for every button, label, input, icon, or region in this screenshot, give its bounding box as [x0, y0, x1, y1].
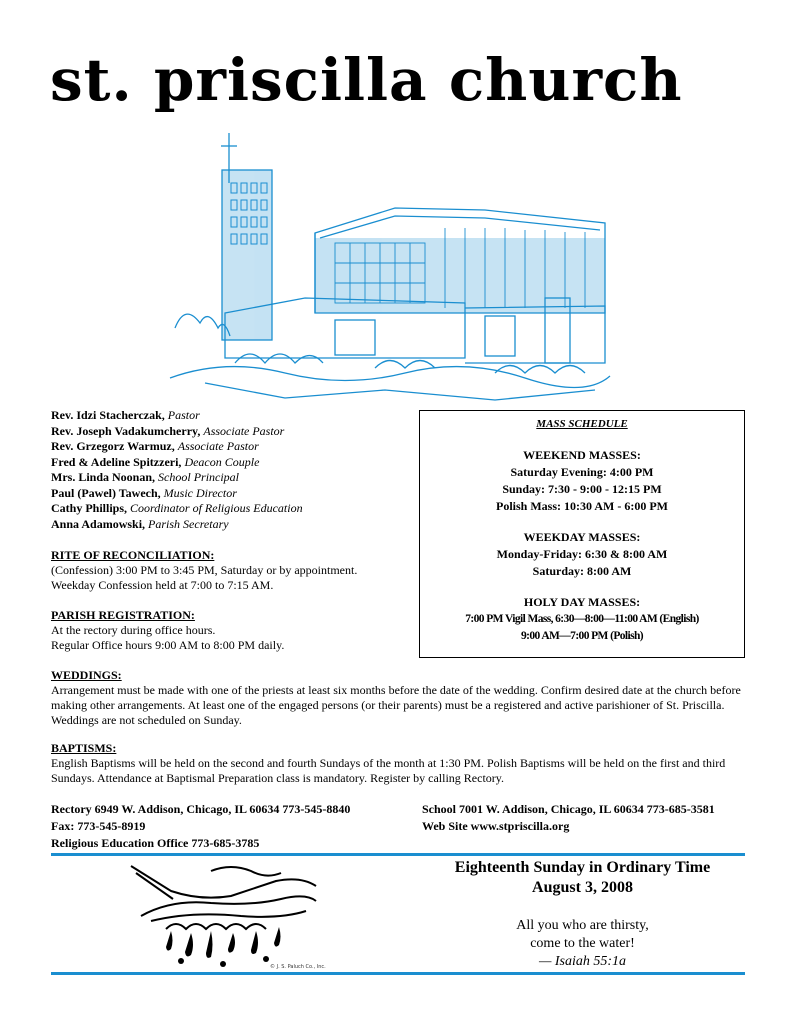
staff-name: Rev. Idzi Stacherczak, [51, 408, 165, 422]
staff-name: Mrs. Linda Noonan, [51, 470, 156, 484]
reconciliation-line: (Confession) 3:00 PM to 3:45 PM, Saturday or by appointment. [51, 563, 358, 577]
church-illustration [165, 128, 615, 408]
registration-section [51, 608, 411, 653]
sunday-block [420, 858, 745, 971]
mass-time: 7:00 PM Vigil Mass, 6:30—8:00—11:00 AM (English) [465, 613, 699, 625]
contact-right [422, 801, 752, 835]
baptisms-heading: BAPTISMS: [51, 741, 117, 755]
staff-name: Cathy Phillips, [51, 501, 128, 515]
staff-name: Rev. Grzegorz Warmuz, [51, 439, 175, 453]
liturgical-title: Eighteenth Sunday in Ordinary Time [454, 859, 711, 876]
staff-row [51, 470, 411, 486]
reconciliation-section [51, 548, 411, 593]
hands-water-illustration [111, 861, 329, 971]
staff-list [51, 408, 411, 532]
fax-contact: Fax: 773-545-8919 [51, 819, 146, 833]
staff-name: Anna Adamowski, [51, 516, 146, 531]
reconciliation-line: Weekday Confession held at 7:00 to 7:15 AM. [51, 578, 274, 592]
mass-time: Sunday: 7:30 - 9:00 - 12:15 PM [502, 482, 662, 496]
staff-role: School Principal [158, 470, 240, 484]
weddings-text: Arrangement must be made with one of the priests at least six months before the date of the wedding. Confirm desired date at the church before making other arrangements. At least one of the engaged persons (or their parents) must be a registered and active parishioner of St. Priscilla. Weddings are not scheduled on Sunday. [51, 683, 741, 727]
staff-role: Associate Pastor [177, 439, 259, 453]
staff-role: Pastor [167, 408, 200, 422]
contact-left [51, 801, 411, 852]
staff-role: Music Director [163, 485, 237, 500]
staff-role: Parish Secretary [148, 516, 229, 531]
registration-line: Regular Office hours 9:00 AM to 8:00 PM daily. [51, 638, 285, 652]
mass-time: Saturday: 8:00 AM [532, 564, 632, 578]
mass-time: Monday-Friday: 6:30 & 8:00 AM [496, 547, 668, 561]
staff-row [51, 439, 411, 455]
weddings-section [51, 668, 751, 728]
mass-time: Polish Mass: 10:30 AM - 6:00 PM [496, 499, 668, 513]
staff-role: Deacon Couple [184, 454, 260, 469]
staff-row [51, 486, 411, 502]
art-copyright: © J. S. Paluch Co., Inc. [270, 964, 326, 970]
staff-name: Paul (Pawel) Tawech, [51, 485, 161, 500]
bottom-divider [51, 972, 745, 975]
liturgical-date: August 3, 2008 [532, 879, 633, 896]
mass-schedule-title: MASS SCHEDULE [536, 418, 628, 430]
weekend-heading: WEEKEND MASSES: [523, 448, 641, 462]
baptisms-text: English Baptisms will be held on the second and fourth Sundays of the month at 1:30 PM. Polish Baptisms will be held on the first and third Sundays. Attendance at Baptismal Preparation class is mandatory. Register by calling Rectory. [51, 756, 726, 785]
scripture-line: All you who are thirsty, [516, 918, 649, 933]
mass-time: Saturday Evening: 4:00 PM [510, 465, 654, 479]
baptisms-section [51, 741, 751, 786]
staff-row [51, 517, 411, 533]
website-contact[interactable]: Web Site www.stpriscilla.org [422, 819, 570, 833]
staff-role: Coordinator of Religious Education [130, 501, 303, 515]
holy-day-heading: HOLY DAY MASSES: [523, 595, 641, 609]
top-divider [51, 853, 745, 856]
staff-row [51, 501, 411, 517]
reconciliation-heading: RITE OF RECONCILIATION: [51, 548, 215, 562]
mass-schedule-box [419, 410, 745, 658]
scripture-citation: — Isaiah 55:1a [538, 954, 627, 969]
mass-time: 9:00 AM—7:00 PM (Polish) [521, 630, 643, 642]
page-title: st. priscilla church [50, 46, 683, 114]
registration-heading: PARISH REGISTRATION: [51, 608, 195, 622]
staff-name: Fred & Adeline Spitzzeri, [51, 454, 182, 469]
school-contact: School 7001 W. Addison, Chicago, IL 60634 773-685-3581 [422, 802, 715, 816]
registration-line: At the rectory during office hours. [51, 623, 216, 637]
staff-row [51, 424, 411, 440]
weddings-heading: WEDDINGS: [51, 668, 122, 682]
weekday-heading: WEEKDAY MASSES: [523, 530, 641, 544]
religious-education-contact: Religious Education Office 773-685-3785 [51, 836, 260, 850]
scripture-line: come to the water! [530, 936, 635, 951]
staff-row [51, 408, 411, 424]
staff-name: Rev. Joseph Vadakumcherry, [51, 423, 201, 438]
staff-role: Associate Pastor [203, 423, 285, 438]
rectory-contact: Rectory 6949 W. Addison, Chicago, IL 60634 773-545-8840 [51, 802, 351, 816]
staff-row [51, 455, 411, 471]
